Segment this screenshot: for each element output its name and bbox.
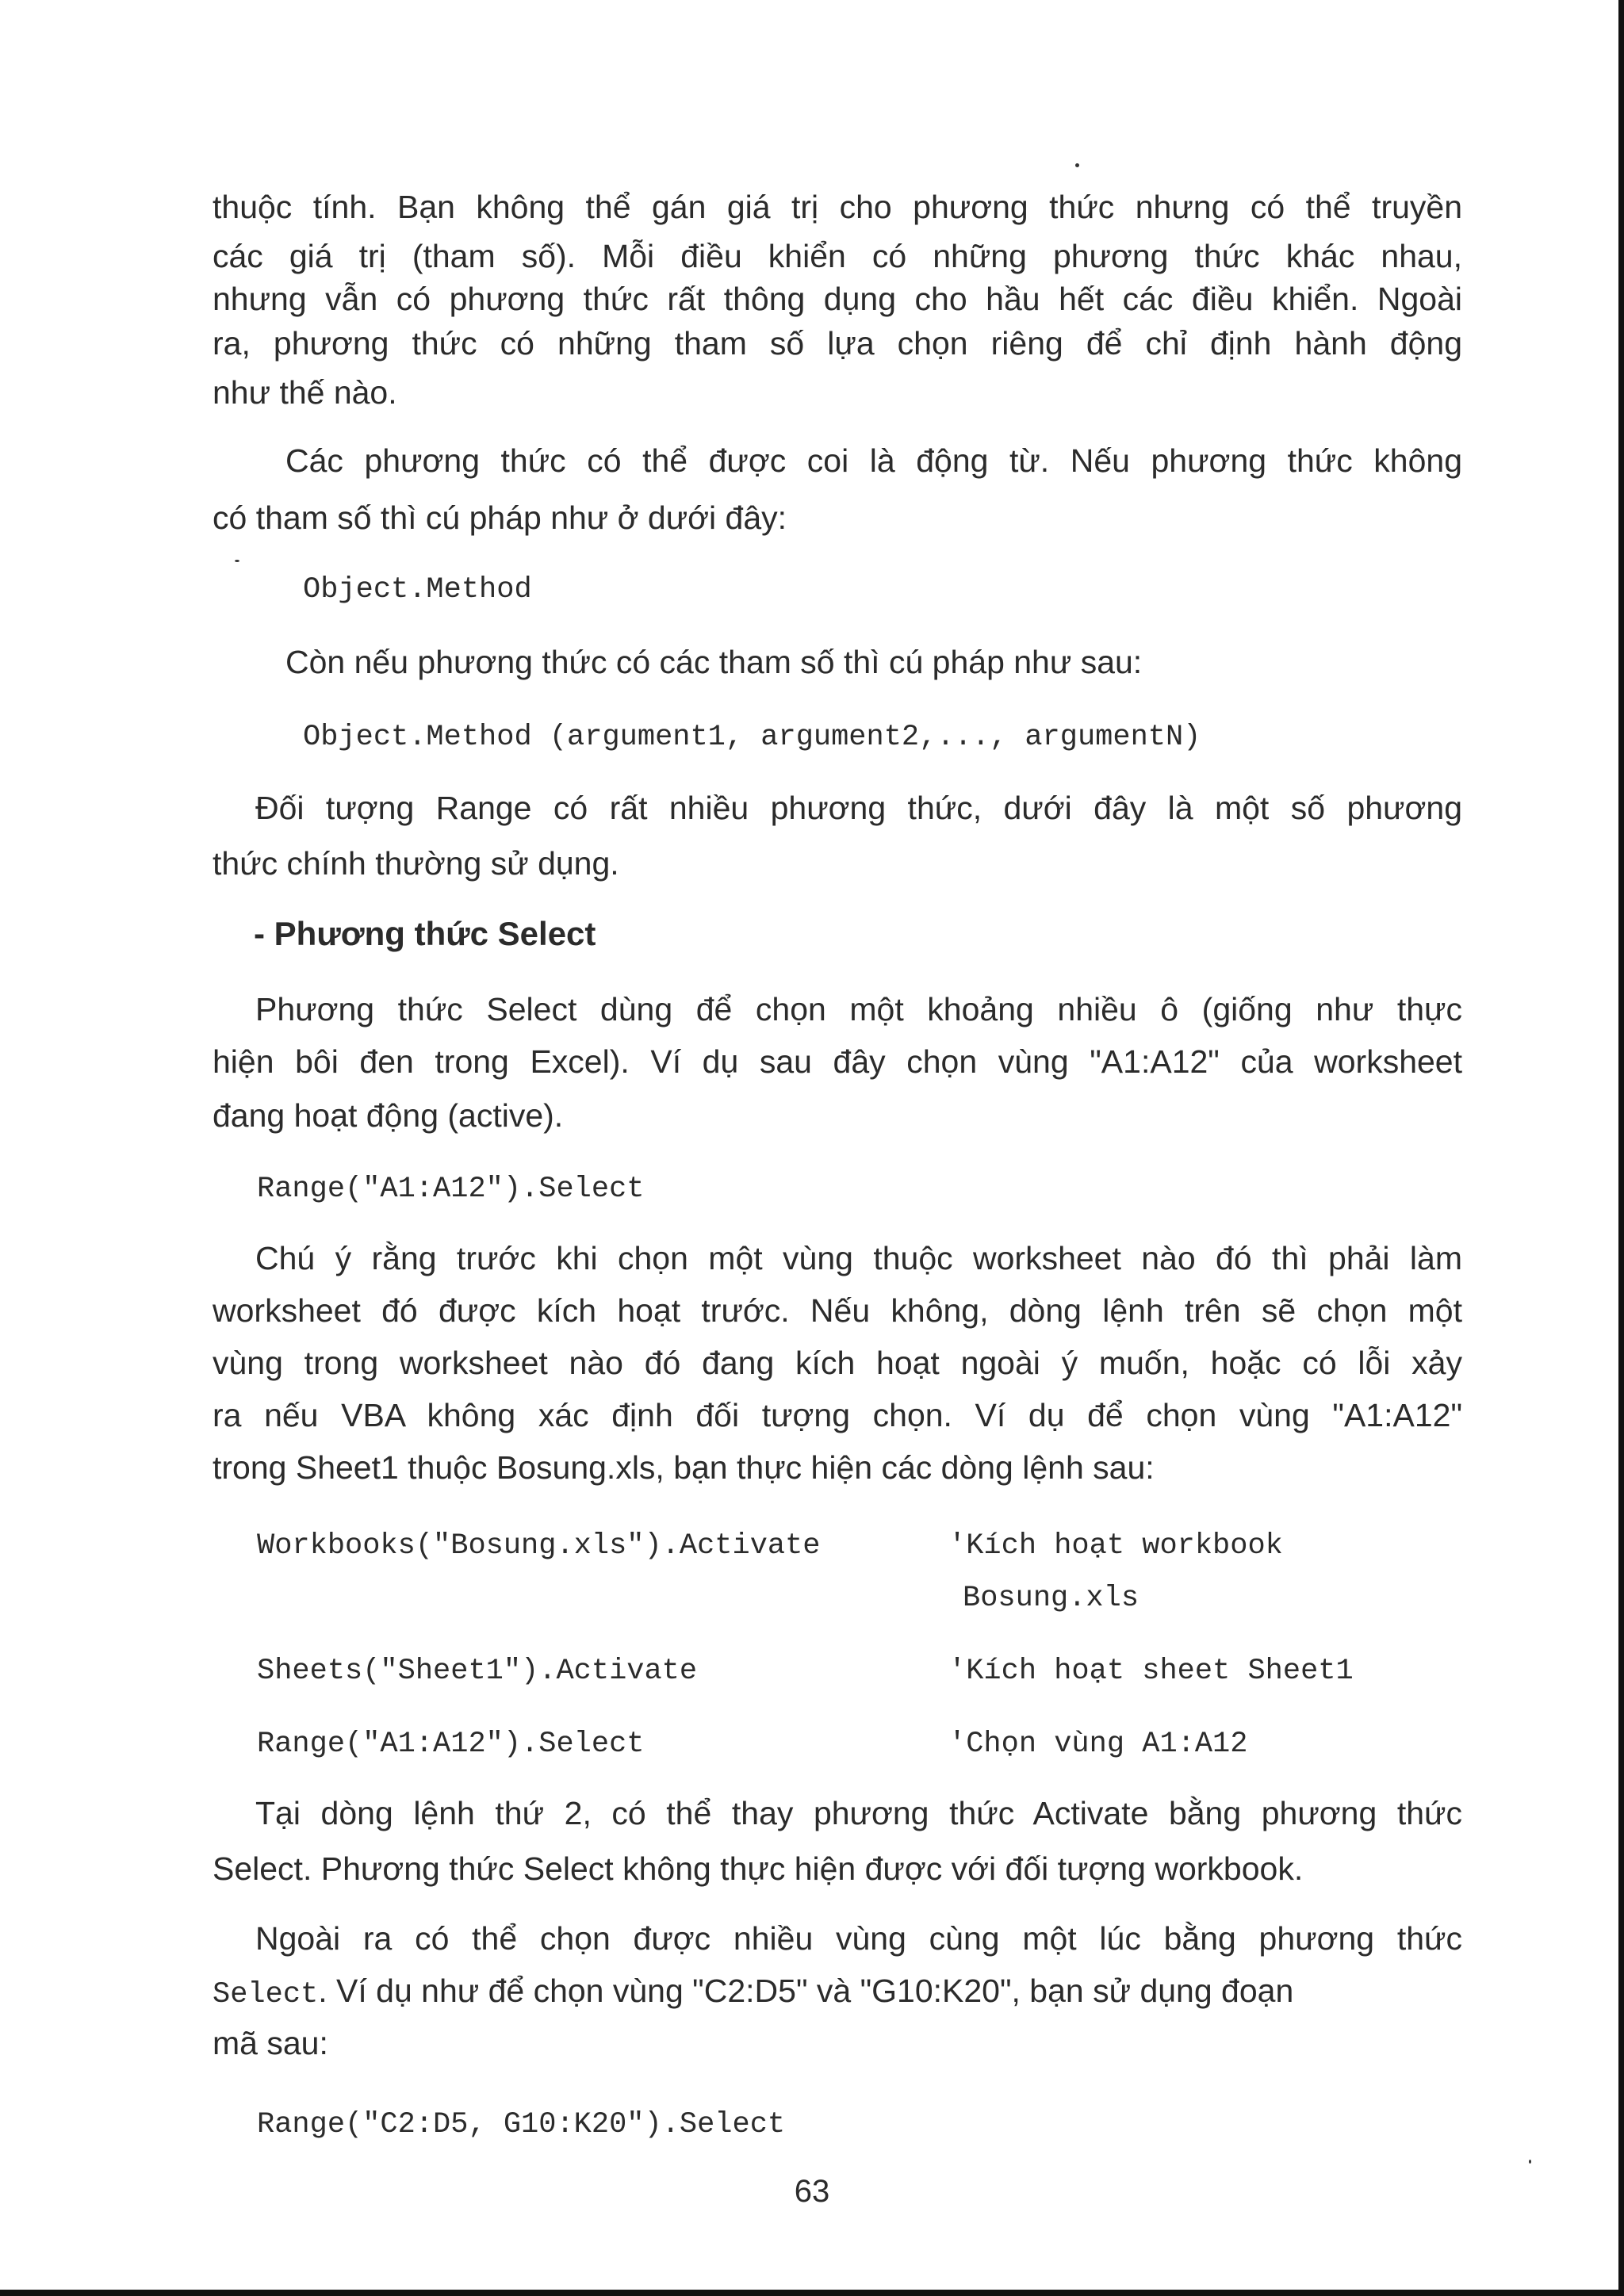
code-range-multi-select: Range("C2:D5, G10:K20").Select: [257, 2108, 786, 2141]
code-line-activate-workbook: Workbooks("Bosung.xls").Activate: [257, 1529, 821, 1563]
scan-edge-right: [1618, 0, 1624, 2296]
paragraph-3: Còn nếu phương thức có các tham số thì cú pháp như sau:: [285, 644, 1143, 680]
paragraph-5-line-1: Phương thức Select dùng để chọn một khoảng nhiều ô (giống như thực: [255, 991, 1462, 1027]
paragraph-5-line-3: đang hoạt động (active).: [213, 1097, 564, 1134]
scan-speck: [235, 560, 239, 562]
paragraph-5-line-2: hiện bôi đen trong Excel). Ví dụ sau đây chọn vùng "A1:A12" của worksheet: [213, 1043, 1462, 1080]
paragraph-6-line-1: Chú ý rằng trước khi chọn một vùng thuộc worksheet nào đó thì phải làm: [255, 1240, 1462, 1276]
paragraph-4-line-1: Đối tượng Range có rất nhiều phương thức, dưới đây là một số phương: [255, 790, 1462, 826]
scan-speck: [1075, 163, 1079, 167]
paragraph-1-line-3: nhưng vẫn có phương thức rất thông dụng cho hầu hết các điều khiển. Ngoài: [213, 281, 1462, 317]
scan-speck: [1529, 2160, 1531, 2164]
paragraph-8-line-3: mã sau:: [213, 2025, 328, 2061]
paragraph-8-line-1: Ngoài ra có thể chọn được nhiều vùng cùng một lúc bằng phương thức: [255, 1920, 1462, 1957]
paragraph-4-line-2: thức chính thường sử dụng.: [213, 845, 619, 882]
section-heading-select: - Phương thức Select: [254, 915, 596, 952]
code-comment-activate-workbook-cont: Bosung.xls: [963, 1582, 1139, 1615]
paragraph-1-line-2: các giá trị (tham số). Mỗi điều khiển có những phương thức khác nhau,: [213, 238, 1462, 274]
code-line-activate-sheet: Sheets("Sheet1").Activate: [257, 1655, 698, 1688]
code-line-range-select: Range("A1:A12").Select: [257, 1728, 645, 1761]
code-object-method-args: Object.Method (argument1, argument2,..., argumentN): [303, 721, 1201, 754]
paragraph-8-line-2: [213, 1965, 1462, 2022]
paragraph-7-line-1: Tại dòng lệnh thứ 2, có thể thay phương thức Activate bằng phương thức: [255, 1795, 1462, 1831]
code-comment-range-select: 'Chọn vùng A1:A12: [948, 1728, 1248, 1761]
paragraph-2-line-2: có tham số thì cú pháp như ở dưới đây:: [213, 499, 787, 536]
code-object-method: Object.Method: [303, 573, 532, 607]
paragraph-6-line-5: trong Sheet1 thuộc Bosung.xls, bạn thực hiện các dòng lệnh sau:: [213, 1449, 1155, 1486]
code-comment-activate-workbook: 'Kích hoạt workbook: [948, 1529, 1283, 1563]
paragraph-8-line-2-rest: . Ví dụ như để chọn vùng "C2:D5" và "G10:K20", bạn sử dụng đoạn: [318, 1973, 1294, 2009]
code-range-select: Range("A1:A12").Select: [257, 1173, 645, 1206]
paragraph-6-line-4: ra nếu VBA không xác định đối tượng chọn. Ví dụ để chọn vùng "A1:A12": [213, 1397, 1462, 1433]
inline-code-select: Select: [213, 1978, 319, 2011]
paragraph-2-line-1: Các phương thức có thể được coi là động từ. Nếu phương thức không: [285, 442, 1462, 479]
paragraph-1-line-1: thuộc tính. Bạn không thể gán giá trị cho phương thức nhưng có thể truyền: [213, 189, 1462, 225]
paragraph-7-line-2: Select. Phương thức Select không thực hiện được với đối tượng workbook.: [213, 1850, 1304, 1887]
paragraph-1-line-5: như thế nào.: [213, 374, 397, 411]
paragraph-6-line-2: worksheet đó được kích hoạt trước. Nếu không, dòng lệnh trên sẽ chọn một: [213, 1292, 1462, 1329]
paragraph-1-line-4: ra, phương thức có những tham số lựa chọn riêng để chỉ định hành động: [213, 325, 1462, 362]
code-comment-activate-sheet: 'Kích hoạt sheet Sheet1: [948, 1655, 1354, 1688]
page-number: 63: [794, 2174, 830, 2209]
paragraph-6-line-3: vùng trong worksheet nào đó đang kích hoạt ngoài ý muốn, hoặc có lỗi xảy: [213, 1345, 1462, 1381]
scan-edge-bottom: [0, 2290, 1624, 2296]
